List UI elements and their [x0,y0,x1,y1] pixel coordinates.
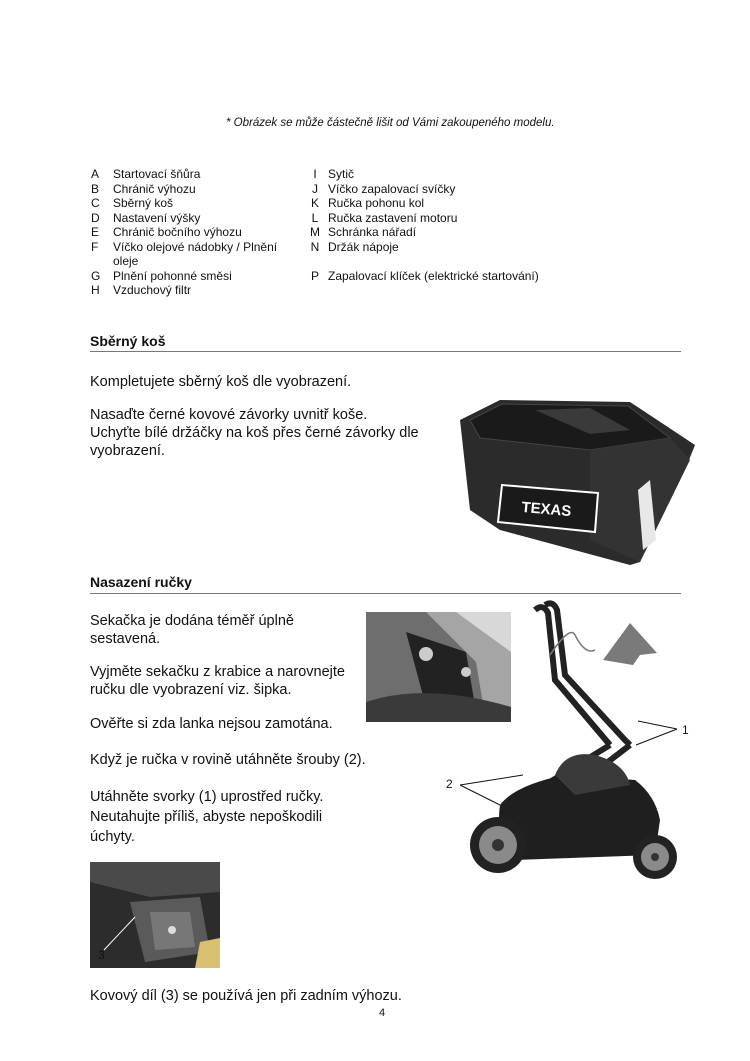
arrow-icon [603,623,657,665]
legend-label: Zapalovací klíček (elektrické startování) [328,268,539,283]
section-title-grass-bag: Sběrný koš [90,333,166,349]
legend-label: Držák nápoje [328,239,399,254]
legend-key: I [313,167,317,181]
legend-label: Ručka pohonu kol [328,196,425,210]
legend-label: Nastavení výšky [113,210,201,225]
legend-row [91,240,293,269]
legend-key: B [91,181,100,196]
legend-label: Plnění pohonné směsi [113,268,232,283]
legend-key [302,254,328,269]
callout-label-1: 1 [682,723,689,737]
legend-row [91,225,293,240]
legend-row [91,269,293,284]
parts-legend-left [91,167,293,298]
page-number: 4 [379,1007,386,1019]
legend-key: N [310,239,320,254]
legend-label: Schránka nářadí [328,225,417,239]
handle-step-6: Kovový díl (3) se používá jen při zadním výhozu. [90,988,402,1004]
legend-key: D [91,210,100,225]
handle-step-5: Utáhněte svorky (1) uprostřed ručky. Neutahujte příliš, abyste nepoškodili úchyty. [90,789,324,845]
legend-label: Startovací šňůra [113,167,201,181]
legend-label: Sběrný koš [113,196,174,210]
legend-label: Vzduchový filtr [113,283,192,297]
handle-step-1: Sekačka je dodána téměř úplně sestavená. [90,613,294,647]
legend-label: Víčko zapalovací svíčky [328,181,456,196]
legend-label: Sytič [328,167,355,181]
legend-key: K [310,196,319,210]
legend-key: F [91,239,99,254]
legend-key: A [91,167,100,181]
legend-row [302,182,539,197]
legend-row [302,211,539,226]
handle-step-4: Když je ručka v rovině utáhněte šrouby (2). [90,752,366,768]
callout-label-2: 2 [446,777,453,791]
legend-row [91,182,293,197]
callout-lines [440,715,700,810]
legend-row [302,167,539,182]
legend-label: Víčko olejové nádobky / Plnění oleje [113,239,278,268]
legend-row [91,211,293,226]
legend-key: P [310,268,319,283]
callout-label-3: 3 [98,948,105,962]
legend-label: Ručka zastavení motoru [328,210,458,225]
legend-key: H [91,283,100,297]
legend-key: L [311,210,319,225]
legend-label [328,254,331,269]
legend-row [302,196,539,211]
legend-label: Chránič bočního výhozu [113,225,242,239]
section-divider [90,593,681,594]
metal-part-photo [90,862,220,968]
legend-row [302,269,539,284]
legend-label: Chránič výhozu [113,181,196,196]
image-disclaimer-note: * Obrázek se může částečně lišit od Vámi zakoupeného modelu. [226,117,555,129]
legend-key: E [91,225,100,239]
legend-row [302,225,539,240]
legend-row [91,283,293,298]
section-divider [90,351,681,352]
grass-bag-step-1: Kompletujete sběrný koš dle vyobrazení. [90,374,352,390]
legend-row [91,196,293,211]
legend-row-spacer [302,254,539,269]
legend-row [91,167,293,182]
legend-row [302,240,539,255]
texas-logo: TEXAS [520,498,573,521]
legend-key: M [310,225,320,239]
handle-step-3: Ověřte si zda lanka nejsou zamotána. [90,716,333,732]
grass-bag-illustration [440,390,710,570]
legend-key: J [312,181,318,196]
grass-bag-step-2: Nasaďte černé kovové závorky uvnitř koše. Uchyťte bílé držáčky na koš přes černé závorky dle vyobrazení. [90,407,419,459]
legend-key: G [91,268,101,283]
legend-key: C [91,196,100,210]
section-title-handle-assembly: Nasazení ručky [90,574,192,590]
handle-step-2: Vyjměte sekačku z krabice a narovnejte ručku dle vyobrazení viz. šipka. [90,664,345,698]
parts-legend-right [302,167,539,283]
